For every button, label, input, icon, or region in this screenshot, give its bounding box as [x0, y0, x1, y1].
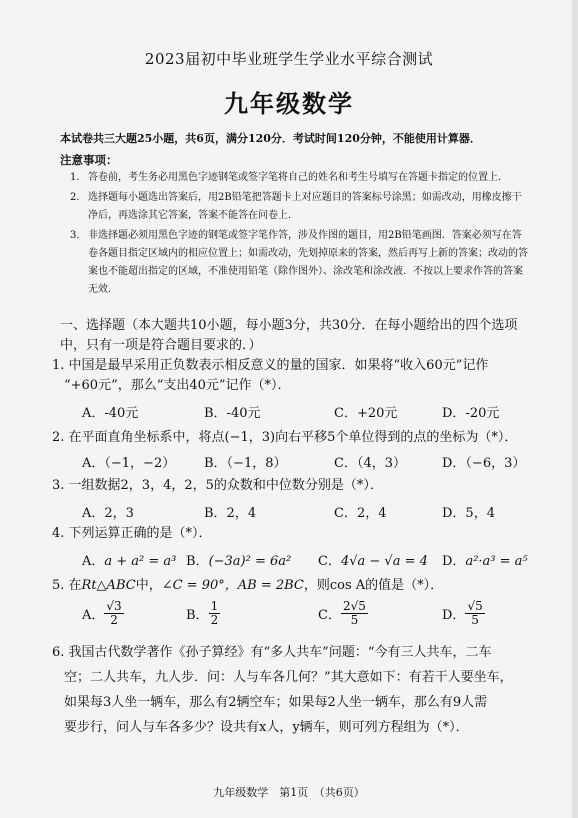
option-a	[82, 550, 176, 569]
fraction-numerator: √5	[467, 599, 483, 613]
fraction	[104, 600, 123, 627]
fraction-numerator: 1	[210, 599, 219, 613]
option-label: B．	[186, 608, 209, 623]
options-row	[82, 502, 542, 522]
question-3	[52, 476, 532, 496]
fraction	[209, 600, 221, 627]
option-c: C．2，4	[334, 506, 387, 521]
note-text: 选择题每小题选出答案后，用2B铅笔把答题卡上对应题目的答案标号涂黑；如需改动，用橡皮擦干净后，再选涂其它答案，答案不能答在问卷上．	[88, 192, 522, 221]
option-label: D．	[442, 554, 466, 569]
subject-title: 九年级数学	[224, 89, 354, 118]
scan-edge	[572, 0, 578, 818]
option-label: A．	[82, 554, 105, 569]
question-stem: 要步行，问人与车各多少？设共有x人，y辆车，则可列方程组为（*）．	[64, 720, 469, 735]
option-label: C．	[318, 608, 341, 623]
options-row	[82, 452, 542, 472]
question-1	[52, 356, 532, 396]
fraction	[465, 600, 484, 627]
question-2	[52, 428, 532, 448]
note-number: 3.	[70, 230, 80, 241]
question-stem: “+60元”，那么“支出40元”记作（*）．	[64, 378, 291, 393]
question-stem: 6. 我国古代数学著作《孙子算经》有“多人共车”问题：“今有三人共车，二车	[52, 645, 492, 660]
page-footer: 九年级数学 第1页 （共6页）	[213, 786, 365, 799]
note-text: 非选择题必须用黑色字迹的钢笔或签字笔作答，涉及作图的题目，用2B铅笔画图．答案必须写在答卷各题目指定区域内的相应位置上；如需改动，先划掉原来的答案，然后再写上新的答案；改动的答案也不能超出指定的区域，不准使用铅笔（除作图外）、涂改笔和涂改液．不按以上要求作答的答案无效．	[88, 230, 528, 295]
question-stem: 3. 一组数据2，3，4，2，5的众数和中位数分别是（*）．	[52, 478, 383, 493]
stem-text: ，则cos A的值是（*）．	[303, 578, 444, 593]
section-heading: 一、选择题（本大题共10小题，每小题3分，共30分．在每小题给出的四个选项中，只有一项是符合题目要求的．）	[60, 318, 518, 353]
exam-name: 2023届初中毕业班学生学业水平综合测试	[144, 50, 434, 68]
option-label: A．	[82, 608, 105, 623]
question-stem: 2. 在平面直角坐标系中，将点(−1，3)向右平移5个单位得到的点的坐标为（*）．	[52, 430, 518, 445]
fraction-denominator: 5	[350, 613, 359, 627]
question-stem	[52, 576, 532, 596]
fraction	[341, 600, 368, 627]
option-expression: a²·a³ = a⁵	[465, 554, 528, 569]
fraction-numerator: √3	[106, 599, 122, 613]
question-stem: 4. 下列运算正确的是（*）．	[52, 526, 212, 541]
option-d: D．5，4	[442, 506, 495, 521]
option-d: D．（−6，3）	[442, 456, 526, 471]
notes-heading: 注意事项：	[60, 153, 118, 167]
note-number: 2.	[70, 192, 80, 203]
note-item	[70, 169, 530, 187]
option-d	[442, 600, 485, 627]
option-c	[318, 600, 368, 627]
option-a: A．-40元	[82, 406, 139, 421]
options-row	[82, 550, 542, 570]
question-stem: 1. 中国是最早采用正负数表示相反意义的量的国家．如果将“收入60元”记作	[52, 358, 489, 373]
option-b	[186, 550, 291, 569]
option-c	[318, 550, 428, 569]
option-expression: a + a² = a³	[104, 554, 177, 569]
option-expression: (−3a)² = 6a²	[208, 554, 292, 569]
option-label: D．	[442, 608, 466, 623]
stem-text: 中，	[135, 578, 162, 593]
question-4	[52, 524, 532, 544]
option-b: B．（−1，8）	[204, 456, 287, 471]
question-stem: 如果每3人坐一辆车，那么有2辆空车；如果每2人坐一辆车，那么有9人需	[64, 695, 488, 710]
fraction-denominator: 5	[471, 613, 479, 627]
note-number: 1.	[70, 172, 80, 183]
notes-list	[70, 169, 530, 299]
question-5	[52, 576, 532, 596]
option-b: B．-40元	[204, 406, 261, 421]
option-b: B．2，4	[204, 506, 257, 521]
question-stem: 空；二人共车，九人步．问：人与车各几何？”其大意如下：有若干人要坐车，	[64, 670, 513, 685]
option-a: A．（−1，−2）	[82, 456, 176, 471]
option-d	[442, 550, 528, 569]
option-label: B．	[186, 554, 209, 569]
note-text: 答卷前，考生务必用黑色字迹钢笔或签字笔将自己的姓名和考生号填写在答题卡指定的位置上．	[88, 172, 508, 183]
option-a	[82, 600, 124, 627]
fraction-denominator: 2	[210, 613, 219, 627]
stem-math: ∠C = 90°，AB = 2BC	[161, 578, 304, 593]
note-item	[70, 227, 530, 299]
options-row	[82, 600, 542, 634]
question-6	[52, 640, 532, 740]
option-expression: 4√a − √a = 4	[340, 554, 428, 569]
option-label: C．	[318, 554, 341, 569]
option-b	[186, 600, 220, 627]
option-c: C．（4，3）	[334, 456, 406, 471]
option-c: C．+20元	[334, 406, 398, 421]
stem-math: Rt△ABC	[81, 578, 136, 593]
stem-text: 5. 在	[52, 578, 82, 593]
option-d: D．-20元	[442, 406, 500, 421]
option-a: A．2，3	[82, 506, 134, 521]
exam-info-line: 本试卷共三大题25小题，共6页，满分120分．考试时间120分钟，不能使用计算器．	[60, 132, 481, 145]
options-row	[82, 402, 542, 422]
fraction-denominator: 2	[110, 613, 118, 627]
note-item	[70, 189, 530, 225]
fraction-numerator: 2√5	[342, 599, 366, 613]
